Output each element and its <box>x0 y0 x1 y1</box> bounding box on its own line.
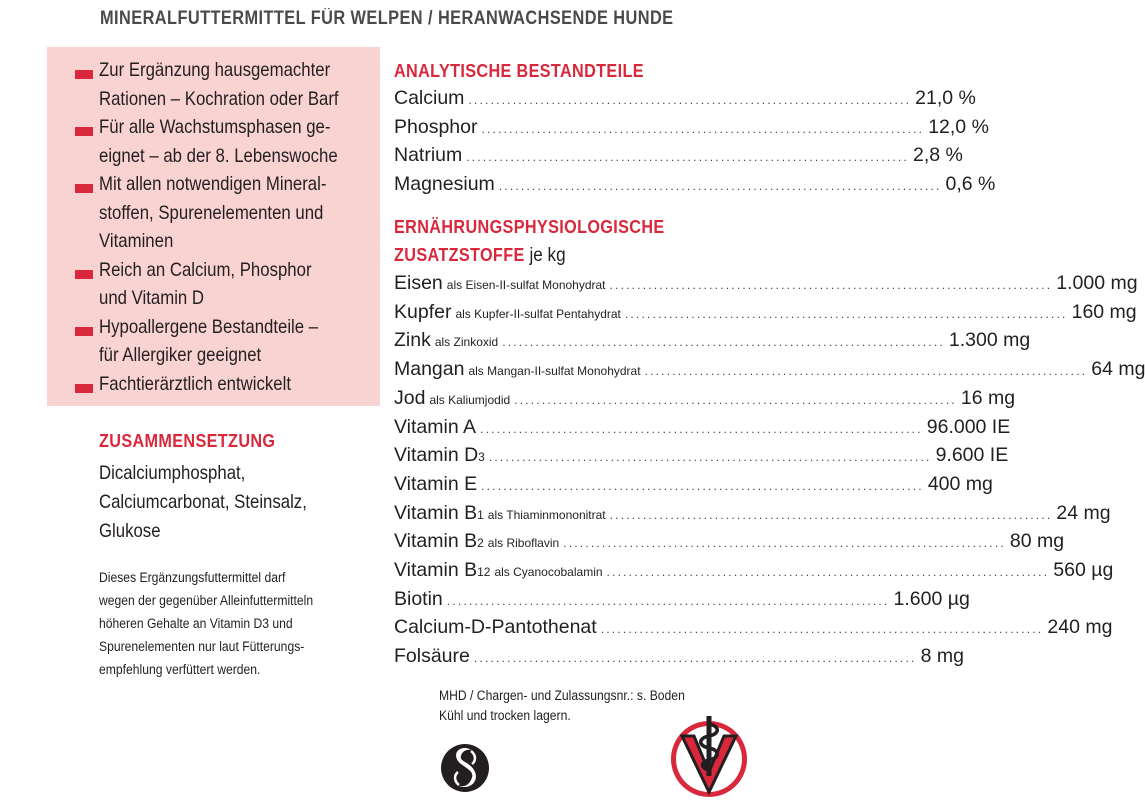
benefit-line-text: Rationen – Kochration oder Barf <box>99 87 339 110</box>
dot-leader: ................................................................................ <box>502 335 945 350</box>
page-title <box>100 8 800 30</box>
bullet-icon <box>75 327 93 336</box>
note-line: wegen der gegenüber Alleinfuttermitteln <box>99 593 314 608</box>
row-name: Vitamin B <box>394 501 478 524</box>
row-detail: als Thiaminmononitrat <box>487 507 606 522</box>
table-row <box>394 300 1137 329</box>
dot-leader: ................................................................................ <box>466 150 909 164</box>
benefit-line-text: Für alle Wachstumsphasen ge- <box>99 116 331 138</box>
table-row <box>394 645 964 673</box>
benefit-line-text: Vitaminen <box>99 230 174 252</box>
row-name: Calcium <box>394 87 465 109</box>
dot-leader: ................................................................................ <box>514 392 957 407</box>
table-row <box>394 415 1011 444</box>
row-value: 64 mg <box>1091 358 1145 381</box>
dot-leader: ................................................................................ <box>563 536 1006 551</box>
benefit-line-text: für Allergiker geeignet <box>99 344 262 366</box>
composition-line: Dicalciumphosphat, <box>99 462 246 484</box>
benefit-line <box>99 227 389 256</box>
dot-leader: ................................................................................ <box>468 93 912 107</box>
row-name: Magnesium <box>394 172 495 195</box>
row-subscript: 1 <box>477 507 484 522</box>
row-subscript: 2 <box>477 536 484 551</box>
table-row <box>394 530 1065 558</box>
row-detail: als Eisen-II-sulfat Monohydrat <box>446 278 606 292</box>
benefit-line-text: und Vitamin D <box>99 287 205 309</box>
benefit-line <box>99 199 389 228</box>
dot-leader: ................................................................................ <box>644 364 1088 379</box>
benefit-line <box>99 113 389 142</box>
table-row <box>394 587 970 616</box>
row-detail: als Riboflavin <box>487 536 560 551</box>
benefit-line <box>99 85 389 114</box>
note-line: höheren Gehalte an Vitamin D3 und <box>99 616 293 631</box>
additives-heading-2 <box>394 245 585 267</box>
veterinary-v-logo-icon <box>668 712 750 798</box>
composition-line: Calciumcarbonat, Steinsalz, <box>99 491 307 513</box>
dot-leader: ................................................................................ <box>606 565 1050 579</box>
row-subscript: 3 <box>478 450 485 465</box>
benefit-line-text: Hypoallergene Bestandteile – <box>99 315 319 338</box>
row-value: 80 mg <box>1009 530 1065 553</box>
usage-note <box>99 566 337 681</box>
row-subscript: 12 <box>477 565 491 579</box>
row-value: 1.300 mg <box>948 329 1031 352</box>
table-row <box>394 329 1031 357</box>
bullet-icon <box>75 270 93 279</box>
table-row <box>394 444 1009 472</box>
row-value: 9.600 IE <box>935 444 1009 467</box>
table-row <box>394 87 976 115</box>
additives-heading-text: ZUSATZSTOFFE <box>394 245 525 265</box>
row-name: Vitamin B <box>394 559 478 581</box>
row-detail: als Mangan-II-sulfat Monohydrat <box>468 364 641 379</box>
dot-leader: ................................................................................ <box>609 278 1053 292</box>
benefit-line <box>99 170 389 199</box>
table-row <box>394 616 1113 644</box>
dot-leader: ................................................................................ <box>624 306 1068 321</box>
bullet-icon <box>75 184 93 193</box>
row-name: Mangan <box>394 358 465 381</box>
dot-leader: ................................................................................ <box>473 651 917 666</box>
row-name: Vitamin B <box>394 530 478 553</box>
table-row <box>394 358 1145 386</box>
note-line: Spurenelementen nur laut Fütterungs- <box>99 639 305 654</box>
row-name: Kupfer <box>394 300 452 323</box>
benefit-line <box>99 142 389 171</box>
benefit-line <box>99 284 389 313</box>
row-name: Biotin <box>394 587 443 610</box>
benefit-line-text: Mit allen notwendigen Mineral- <box>99 173 327 195</box>
row-detail: als Kupfer-II-sulfat Pentahydrat <box>455 306 621 321</box>
table-row <box>394 272 1138 300</box>
note-line: empfehlung verfüttert werden. <box>99 662 261 677</box>
composition-line: Glukose <box>99 520 161 542</box>
benefit-line <box>99 370 389 399</box>
row-name: Eisen <box>394 272 443 294</box>
table-row <box>394 472 993 501</box>
row-value: 21,0 % <box>915 87 976 109</box>
row-value: 400 mg <box>927 472 993 495</box>
dot-leader: ................................................................................ <box>498 178 942 193</box>
row-name: Jod <box>394 386 426 409</box>
storage-line: MHD / Chargen- und Zulassungsnr.: s. Boden <box>439 688 685 703</box>
row-value: 1.600 µg <box>893 587 970 610</box>
row-value: 8 mg <box>920 645 964 668</box>
benefit-line-text: stoffen, Spurenelementen und <box>99 201 324 224</box>
row-name: Vitamin E <box>394 472 478 495</box>
row-value: 560 µg <box>1053 559 1114 581</box>
row-value: 2,8 % <box>912 144 963 166</box>
additives-heading-line2 <box>394 245 566 267</box>
page-title-text: MINERALFUTTERMITTEL FÜR WELPEN / HERANWACHSENDE HUNDE <box>100 8 674 29</box>
storage-line: Kühl und trocken lagern. <box>439 708 571 723</box>
row-detail: als Kaliumjodid <box>429 392 511 407</box>
bullet-icon <box>75 70 93 79</box>
benefit-line <box>99 341 389 370</box>
dot-leader: ................................................................................ <box>609 507 1053 522</box>
row-name: Phosphor <box>394 115 478 138</box>
dot-leader: ................................................................................ <box>488 450 932 465</box>
row-value: 12,0 % <box>928 115 989 138</box>
yin-yang-seal-icon <box>439 742 491 794</box>
row-name: Zink <box>394 329 431 352</box>
row-name: Vitamin D <box>394 444 479 467</box>
composition-heading <box>99 431 295 452</box>
dot-leader: ................................................................................ <box>481 121 925 136</box>
benefit-line-text: Fachtierärztlich entwickelt <box>99 372 291 395</box>
analytic-heading <box>394 61 672 82</box>
bullet-icon <box>75 384 93 393</box>
dot-leader: ................................................................................ <box>481 478 924 493</box>
table-row <box>394 115 989 144</box>
row-value: 96.000 IE <box>926 415 1011 438</box>
dot-leader: ................................................................................ <box>600 622 1044 637</box>
row-value: 1.000 mg <box>1056 272 1138 294</box>
table-row <box>394 501 1111 530</box>
row-value: 24 mg <box>1056 501 1111 524</box>
row-value: 0,6 % <box>945 172 996 195</box>
table-row <box>394 559 1114 587</box>
table-row <box>394 172 996 201</box>
row-value: 16 mg <box>960 386 1016 409</box>
row-value: 240 mg <box>1047 616 1113 639</box>
row-name: Calcium-D-Pantothenat <box>394 616 597 639</box>
unit-note: je kg <box>529 245 566 266</box>
row-value: 160 mg <box>1071 300 1137 323</box>
analytic-heading-text: ANALYTISCHE BESTANDTEILE <box>394 61 644 81</box>
additives-heading-text: ERNÄHRUNGSPHYSIOLOGISCHE <box>394 217 665 237</box>
row-detail: als Zinkoxid <box>434 335 499 350</box>
benefit-line-text: Zur Ergänzung hausgemachter <box>99 59 331 81</box>
row-name: Natrium <box>394 144 463 166</box>
table-row <box>394 144 963 172</box>
benefit-line-text: eignet – ab der 8. Lebenswoche <box>99 144 338 167</box>
benefit-line <box>99 256 389 285</box>
table-row <box>394 386 1016 415</box>
benefit-line <box>99 313 389 342</box>
row-name: Vitamin A <box>394 415 477 438</box>
benefit-line <box>99 56 389 85</box>
benefit-line-text: Reich an Calcium, Phosphor <box>99 258 312 281</box>
composition-text <box>99 459 341 546</box>
dot-leader: ................................................................................ <box>480 421 923 436</box>
bullet-icon <box>75 127 93 136</box>
composition-heading-text: ZUSAMMENSETZUNG <box>99 431 276 451</box>
additives-heading-1 <box>394 217 695 238</box>
row-name: Folsäure <box>394 645 470 668</box>
dot-leader: ................................................................................ <box>446 593 890 608</box>
row-detail: als Cyanocobalamin <box>494 565 603 579</box>
note-line: Dieses Ergänzungsfuttermittel darf <box>99 570 286 585</box>
